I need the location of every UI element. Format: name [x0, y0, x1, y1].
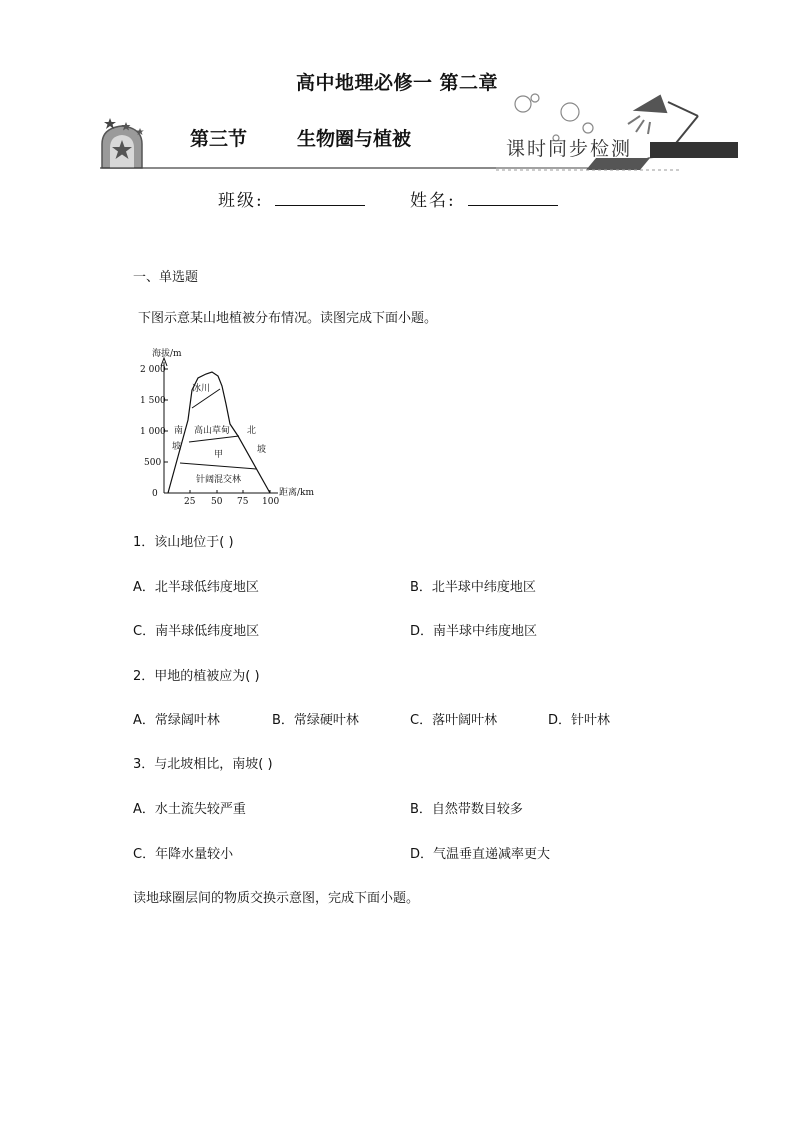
south-slope-1: 南 [174, 426, 184, 436]
y-tick: 1 500 [140, 396, 166, 406]
badge-text: 课时同步检测 [506, 138, 633, 160]
x-tick: 75 [237, 497, 249, 506]
zone-jia: 甲 [214, 450, 224, 460]
star-house-icon [102, 118, 144, 168]
part-heading: 一、单选题 [133, 270, 199, 285]
north-slope-2: 坡 [257, 445, 267, 455]
question-2-stem: 2．甲地的植被应为( ) [133, 669, 260, 684]
q3-option-d[interactable]: D．气温垂直递减率更大 [410, 847, 551, 862]
name-label: 姓名: [410, 191, 456, 211]
question-1-stem: 1．该山地位于( ) [133, 535, 234, 550]
banner-block [650, 142, 738, 158]
south-slope-2: 坡 [172, 442, 182, 452]
q2-option-a[interactable]: A．常绿阔叶林 [133, 713, 220, 728]
q2-option-c[interactable]: C．落叶阔叶林 [410, 713, 498, 728]
q3-option-c[interactable]: C．年降水量较小 [133, 847, 234, 862]
y-axis-label: 海拔/m [152, 349, 182, 359]
y-tick: 500 [144, 458, 162, 468]
y-tick: 2 000 [140, 365, 166, 375]
y-tick: 1 000 [140, 427, 166, 437]
q2-option-b[interactable]: B．常绿硬叶林 [272, 713, 359, 728]
class-field[interactable] [275, 205, 365, 206]
q1-option-b[interactable]: B．北半球中纬度地区 [410, 580, 536, 595]
page-title: 高中地理必修一 第二章 [295, 72, 499, 94]
q1-option-a[interactable]: A．北半球低纬度地区 [133, 580, 259, 595]
zone-glacier: 冰川 [192, 384, 211, 394]
question-3-stem: 3．与北坡相比，南坡( ) [133, 757, 273, 772]
x-tick: 25 [184, 497, 196, 506]
lamp-icon [628, 96, 698, 148]
q3-option-b[interactable]: B．自然带数目较多 [410, 802, 523, 817]
x-tick: 50 [211, 497, 223, 506]
north-slope-1: 北 [247, 426, 257, 436]
q3-option-a[interactable]: A．水土流失较严重 [133, 802, 246, 817]
q1-option-d[interactable]: D．南半球中纬度地区 [410, 624, 538, 639]
class-label: 班级: [218, 191, 264, 211]
forest-boundary [180, 463, 256, 469]
zone-mixed-forest: 针阔混交林 [196, 475, 242, 485]
q1-option-c[interactable]: C．南半球低纬度地区 [133, 624, 260, 639]
meadow-boundary [189, 436, 239, 442]
zone-meadow: 高山草甸 [194, 426, 231, 436]
q2-option-d[interactable]: D．针叶林 [548, 713, 611, 728]
name-field[interactable] [468, 205, 558, 206]
part-intro: 下图示意某山地植被分布情况。读图完成下面小题。 [138, 311, 438, 326]
y-tick: 0 [152, 489, 158, 499]
part2-intro: 读地球圈层间的物质交换示意图，完成下面小题。 [133, 891, 420, 906]
x-axis-label: 距离/km [279, 488, 315, 498]
x-tick: 100 [262, 497, 280, 506]
mountain-vegetation-figure [140, 344, 330, 506]
section-name: 生物圈与植被 [297, 128, 412, 150]
section-number: 第三节 [190, 128, 248, 150]
